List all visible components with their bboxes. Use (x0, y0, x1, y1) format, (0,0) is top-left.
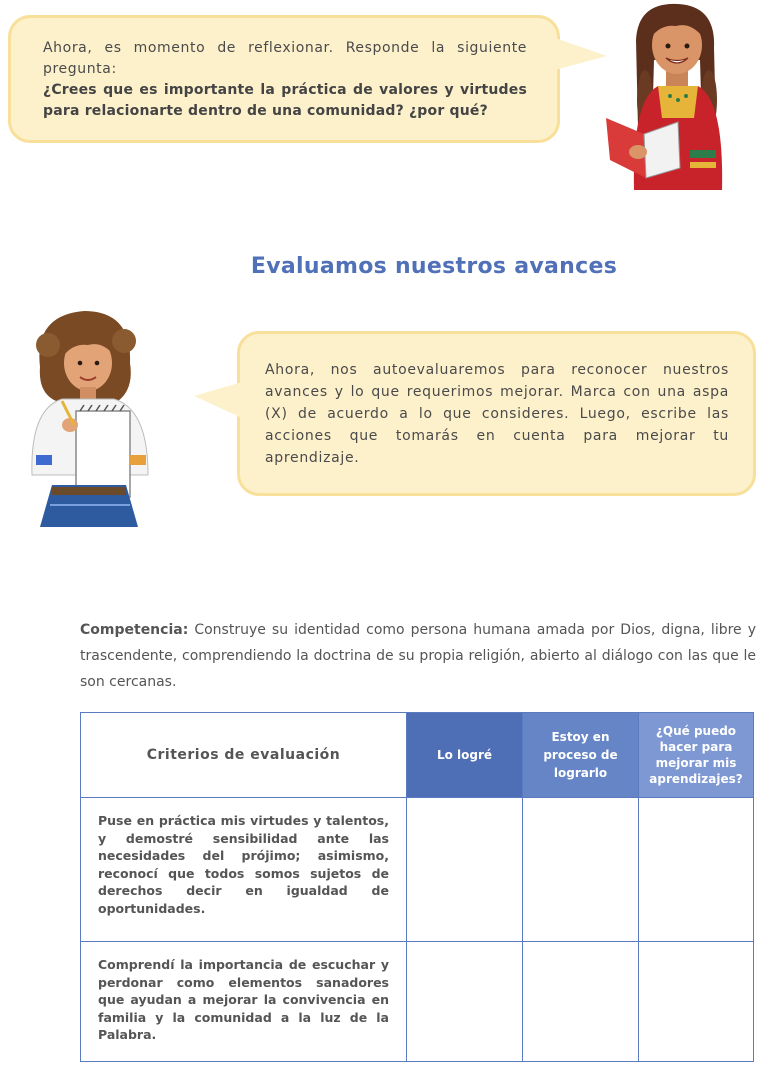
competencia-paragraph (80, 617, 756, 695)
instruction-text: Ahora, nos autoevaluaremos para reconocer nuestros avances y lo que requerimos mejorar. Marca con una aspa (X) de acuerdo a lo que consideres. Luego, escribe las acciones que tomarás en cuenta para mejorar tu aprendizaje. (265, 362, 729, 466)
reflection-text (43, 38, 527, 122)
header-lo-logre: Lo logré (407, 713, 523, 798)
student-notepad-illustration (26, 305, 156, 527)
table-row (81, 942, 754, 1062)
criterio-cell: Puse en práctica mis virtudes y talentos, y demostré sensibilidad ante las necesidades del prójimo; asimismo, reconocí que todos somos sujetos de derechos decir en igualdad de oportunidades. (81, 798, 407, 942)
speech-bubble-tail (194, 382, 242, 418)
mejorar-cell[interactable] (639, 798, 754, 942)
criterio-cell: Comprendí la importancia de escuchar y perdonar como elementos sanadores que ayudan a mejorar la convivencia en familia y la comunidad a la luz de la Palabra. (81, 942, 407, 1062)
reflection-intro: Ahora, es momento de reflexionar. Responde la siguiente pregunta: (43, 40, 527, 77)
reflection-speech-bubble (8, 15, 560, 143)
table-header-row (81, 713, 754, 798)
evaluation-table (80, 712, 754, 1062)
instruction-speech-bubble (237, 331, 756, 496)
lo-logre-cell[interactable] (407, 942, 523, 1062)
en-proceso-cell[interactable] (523, 942, 639, 1062)
mejorar-cell[interactable] (639, 942, 754, 1062)
section-title: Evaluamos nuestros avances (250, 254, 618, 279)
competencia-text: Construye su identidad como persona humana amada por Dios, digna, libre y trascendente, comprendiendo la doctrina de su propia religión, abierto al diálogo con las que le son cercanas. (80, 622, 756, 690)
competencia-label: Competencia: (80, 622, 189, 638)
reflection-question: ¿Crees que es importante la práctica de valores y virtudes para relacionarte dentro de una comunidad? ¿por qué? (43, 82, 527, 119)
student-reading-illustration (598, 0, 744, 190)
lo-logre-cell[interactable] (407, 798, 523, 942)
header-en-proceso: Estoy en proceso de lograrlo (523, 713, 639, 798)
en-proceso-cell[interactable] (523, 798, 639, 942)
table-row (81, 798, 754, 942)
header-criterios: Criterios de evaluación (81, 713, 407, 798)
header-que-puedo-hacer: ¿Qué puedo hacer para mejorar mis aprendizajes? (639, 713, 754, 798)
